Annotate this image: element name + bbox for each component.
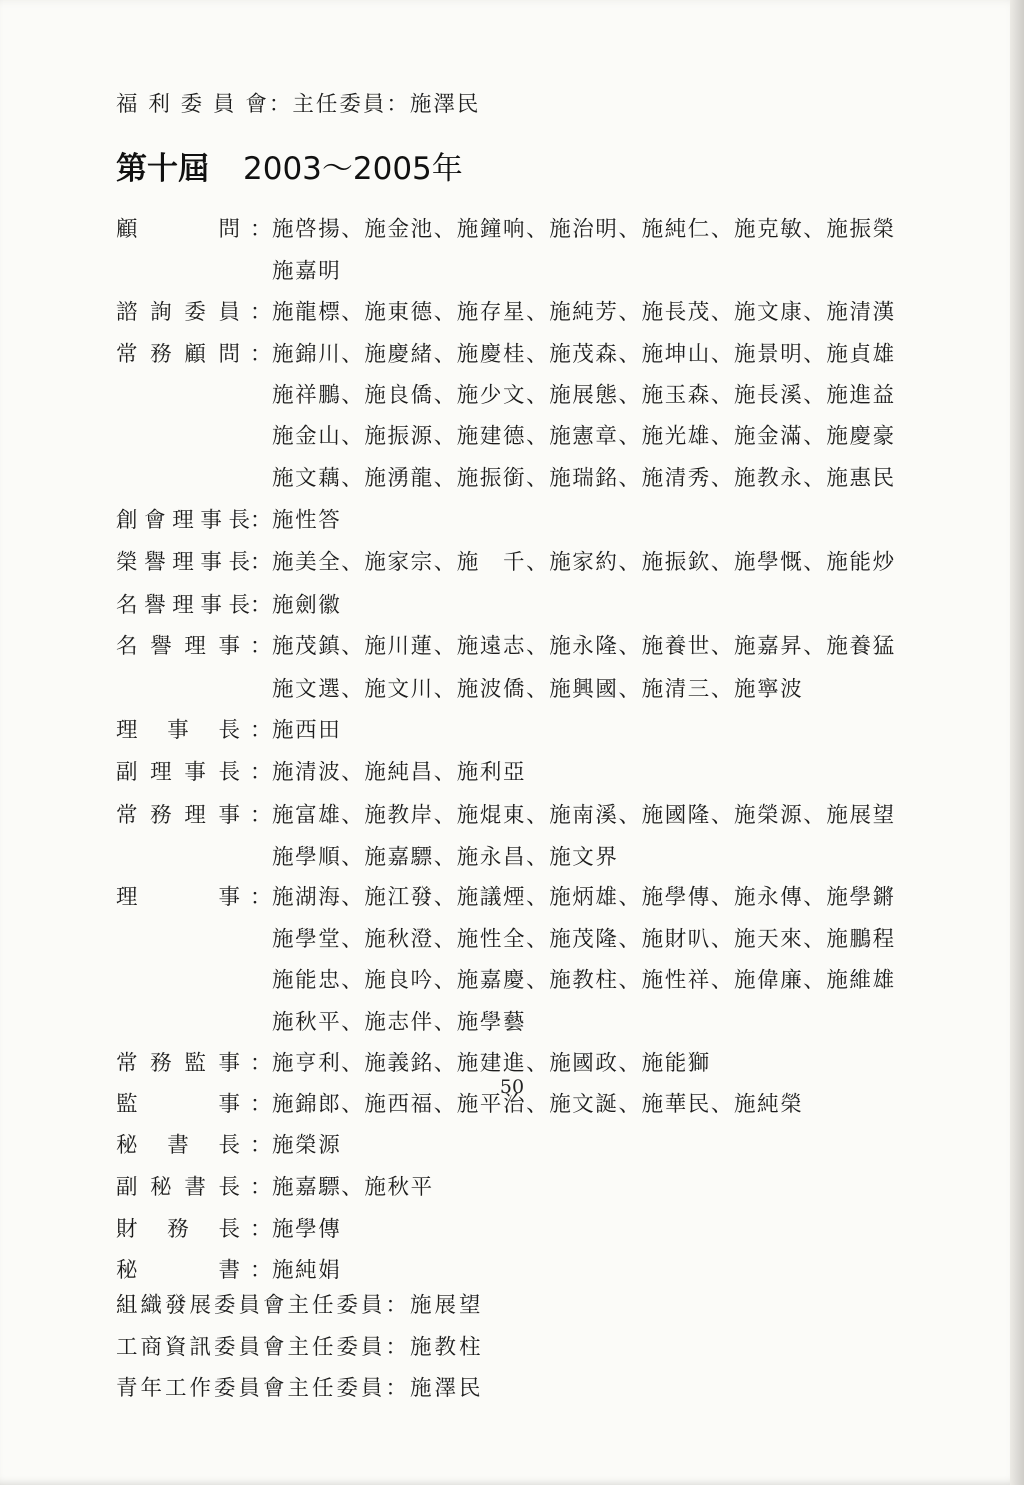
- roster-colon: ：: [250, 760, 272, 785]
- roster-colon: ：: [250, 1217, 272, 1242]
- roster-colon: ：: [250, 885, 272, 910]
- roster-colon: ：: [250, 342, 272, 367]
- roster-label-char: 譽: [150, 634, 172, 659]
- heading-title: 第十屆: [116, 151, 209, 187]
- roster-names: 施西田: [272, 718, 342, 743]
- roster-label-char: 事: [218, 1051, 240, 1076]
- roster-label-char: 書: [218, 1258, 240, 1283]
- roster-label-char: 譽: [144, 593, 166, 618]
- roster-label-char: 員: [218, 300, 240, 325]
- roster-colon: ：: [250, 550, 272, 575]
- roster-label-char: 名: [116, 634, 138, 659]
- roster-label-char: 務: [167, 1217, 189, 1242]
- heading-years: 2003～2005年: [243, 151, 463, 187]
- roster-names: 施嘉驃、施秋平: [272, 1175, 434, 1200]
- roster-label-char: 榮: [116, 550, 138, 575]
- roster-label-char: 理: [172, 508, 194, 533]
- roster-colon: ：: [250, 1051, 272, 1076]
- roster-label-char: 書: [167, 1133, 189, 1158]
- roster-label-char: 事: [218, 803, 240, 828]
- roster-names: 施學順、施嘉驃、施永昌、施文界: [272, 845, 619, 870]
- roster-label-char: 常: [116, 803, 138, 828]
- roster-label-char: 長: [228, 593, 250, 618]
- roster-colon: ：: [250, 803, 272, 828]
- roster-label-char: 事: [200, 550, 222, 575]
- roster-names: 施文藕、施湧龍、施振銜、施瑞銘、施清秀、施教永、施惠民: [272, 466, 896, 491]
- roster-names: 施學傳: [272, 1217, 342, 1242]
- roster-colon: ：: [250, 593, 272, 618]
- roster-label: [116, 588, 250, 619]
- roster-colon: ：: [250, 634, 272, 659]
- roster-label: [116, 337, 240, 368]
- roster-label: [116, 755, 240, 786]
- roster-names: 施美全、施家宗、施 千、施家約、施振欽、施學慨、施能炒: [272, 550, 896, 575]
- roster-label-char: 長: [218, 718, 240, 743]
- roster-label-char: 監: [116, 1092, 138, 1117]
- roster-names: 施啓揚、施金池、施鐘响、施治明、施純仁、施克敏、施振榮: [272, 217, 896, 242]
- roster-label: [116, 295, 240, 326]
- roster-label-char: 務: [150, 803, 172, 828]
- roster-label-char: 事: [200, 593, 222, 618]
- roster-colon: ：: [250, 1133, 272, 1158]
- roster-label-char: 務: [150, 342, 172, 367]
- roster-label: [116, 1253, 240, 1284]
- roster-colon: ：: [250, 217, 272, 242]
- roster-label-char: 秘: [116, 1258, 138, 1283]
- roster-label-char: 會: [144, 508, 166, 533]
- roster-label-char: 事: [200, 508, 222, 533]
- roster-label-char: 顧: [116, 217, 138, 242]
- roster-label-char: 理: [184, 634, 206, 659]
- roster-label-char: 事: [184, 760, 206, 785]
- roster-names: 施富雄、施教岸、施焜東、施南溪、施國隆、施榮源、施展望: [272, 803, 896, 828]
- roster-label-char: 理: [150, 760, 172, 785]
- roster-names: 施茂鎮、施川蓮、施遠志、施永隆、施養世、施嘉昇、施養猛: [272, 634, 896, 659]
- roster-label-char: 長: [228, 508, 250, 533]
- roster-names: 施嘉明: [272, 259, 342, 284]
- roster-colon: ：: [250, 300, 272, 325]
- roster-names: 施湖海、施江發、施議煙、施炳雄、施學傳、施永傳、施學鏘: [272, 885, 896, 910]
- roster-label: [116, 880, 240, 911]
- roster-label-char: 顧: [184, 342, 206, 367]
- roster-colon: ：: [250, 1175, 272, 1200]
- roster-label-char: 秘: [116, 1133, 138, 1158]
- roster-label-char: 事: [218, 885, 240, 910]
- roster-label-char: 長: [218, 760, 240, 785]
- roster-label-char: 理: [184, 803, 206, 828]
- roster-names: 施劍徽: [272, 593, 342, 618]
- roster-label: [116, 212, 240, 243]
- committee-text: 青年工作委員會主任委員：施澤民: [116, 1376, 484, 1401]
- roster-names: 施文選、施文川、施波僑、施興國、施清三、施寧波: [272, 677, 804, 702]
- roster-label-char: 長: [218, 1217, 240, 1242]
- roster-label-char: 理: [116, 718, 138, 743]
- roster-label-char: 諮: [116, 300, 138, 325]
- roster-label: [116, 713, 240, 744]
- roster-label-char: 常: [116, 342, 138, 367]
- roster-label-char: 財: [116, 1217, 138, 1242]
- roster-label-char: 問: [218, 342, 240, 367]
- roster-colon: ：: [250, 718, 272, 743]
- roster-names: 施能忠、施良吟、施嘉慶、施教柱、施性祥、施偉廉、施維雄: [272, 968, 896, 993]
- roster-label: [116, 545, 250, 576]
- roster-names: 施錦川、施慶緒、施慶桂、施茂森、施坤山、施景明、施貞雄: [272, 342, 896, 367]
- roster-label: [116, 1046, 240, 1077]
- page-number: 50: [499, 1076, 525, 1098]
- roster-label: [116, 1212, 240, 1243]
- roster-label-char: 理: [116, 885, 138, 910]
- roster-label-char: 副: [116, 760, 138, 785]
- roster-names: 施亨利、施義銘、施建進、施國政、施能獅: [272, 1051, 711, 1076]
- roster-label-char: 事: [218, 634, 240, 659]
- committee-text: 組織發展委員會主任委員：施展望: [116, 1293, 484, 1318]
- roster-names: 施榮源: [272, 1133, 342, 1158]
- roster-label-char: 問: [218, 217, 240, 242]
- roster-label-char: 創: [116, 508, 138, 533]
- roster-label-char: 詢: [150, 300, 172, 325]
- roster-label-char: 長: [218, 1175, 240, 1200]
- roster-label-char: 書: [184, 1175, 206, 1200]
- welfare-committee-text: 福 利 委 員 會：主任委員：施澤民: [116, 92, 481, 117]
- roster-label: [116, 629, 240, 660]
- roster-names: 施錦郎、施西福、施平治、施文誕、施華民、施純榮: [272, 1092, 804, 1117]
- roster-label: [116, 1128, 240, 1159]
- roster-colon: ：: [250, 508, 272, 533]
- roster-names: 施清波、施純昌、施利亞: [272, 760, 527, 785]
- page-edge-shadow: [1010, 0, 1024, 1485]
- roster-label-char: 長: [228, 550, 250, 575]
- roster-names: 施祥鵬、施良僑、施少文、施展態、施玉森、施長溪、施進益: [272, 383, 896, 408]
- roster-label-char: 理: [172, 550, 194, 575]
- roster-names: 施純娟: [272, 1258, 342, 1283]
- roster-label-char: 事: [167, 718, 189, 743]
- roster-label-char: 名: [116, 593, 138, 618]
- roster-label: [116, 798, 240, 829]
- roster-label-char: 理: [172, 593, 194, 618]
- roster-label-char: 委: [184, 300, 206, 325]
- roster-names: 施金山、施振源、施建德、施憲章、施光雄、施金滿、施慶豪: [272, 424, 896, 449]
- section-heading: [116, 143, 463, 188]
- roster-colon: ：: [250, 1258, 272, 1283]
- roster-label-char: 秘: [150, 1175, 172, 1200]
- roster-names: 施學堂、施秋澄、施性全、施茂隆、施財叭、施天來、施鵬程: [272, 927, 896, 952]
- roster-label: [116, 1170, 240, 1201]
- roster-names: 施性答: [272, 508, 342, 533]
- committee-text: 工商資訊委員會主任委員：施教柱: [116, 1335, 484, 1360]
- roster-label-char: 副: [116, 1175, 138, 1200]
- roster-label-char: 譽: [144, 550, 166, 575]
- roster-colon: ：: [250, 1092, 272, 1117]
- roster-label-char: 常: [116, 1051, 138, 1076]
- roster-label-char: 長: [218, 1133, 240, 1158]
- roster-names: 施秋平、施志伴、施學藝: [272, 1010, 527, 1035]
- roster-label-char: 監: [184, 1051, 206, 1076]
- roster-label-char: 務: [150, 1051, 172, 1076]
- roster-label: [116, 503, 250, 534]
- roster-names: 施龍標、施東德、施存星、施純芳、施長茂、施文康、施清漢: [272, 300, 896, 325]
- roster-label-char: 事: [218, 1092, 240, 1117]
